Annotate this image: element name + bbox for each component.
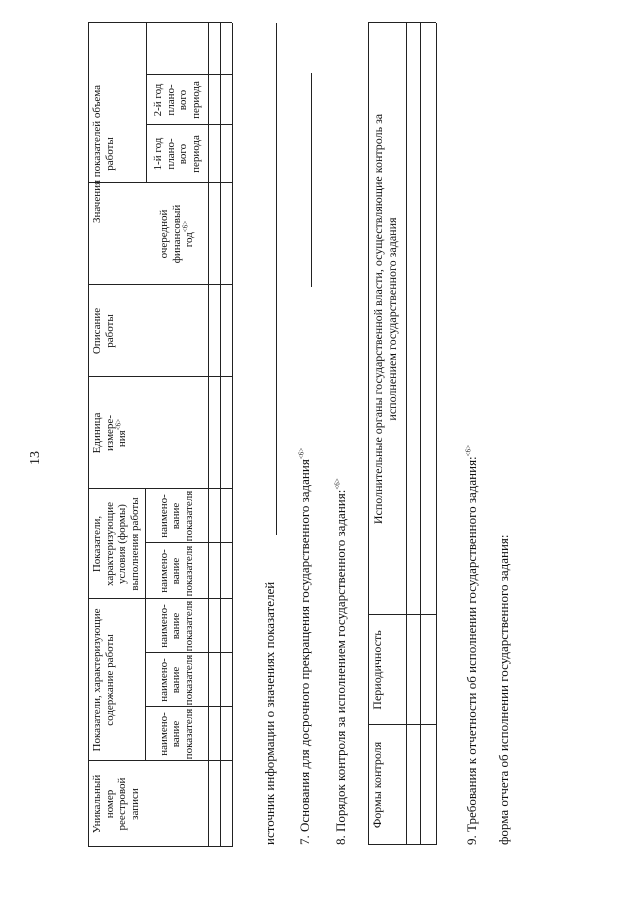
- source-info-label: источник информации о значениях показателей: [262, 581, 277, 845]
- header-volume-values: Значения показателей объема работы: [91, 84, 116, 224]
- header-unit: Единица измере- ния$^{<6>}$: [91, 412, 128, 454]
- header-condition-name-1: наимено- вание показателя: [157, 545, 195, 597]
- section-8-heading: 8. Порядок контроля за исполнением государственного задания:$^{<6>}$: [333, 478, 348, 845]
- report-form-label: форма отчета об исполнении государственного задания:: [496, 534, 511, 845]
- header-content-indicators: Показатели, характеризующие содержание работы: [91, 608, 116, 752]
- header-description: Описание работы: [91, 307, 116, 355]
- header-condition-name-2: наимено- вание показателя: [157, 490, 195, 542]
- header-planning-year-2: 2-й год плано- вого периода: [152, 81, 202, 119]
- year0-footnote-mark: <6>: [181, 220, 190, 233]
- header-planning-year-1: 1-й год плано- вого периода: [152, 135, 202, 173]
- header-periodicity: Периодичность: [370, 630, 384, 710]
- page-number: 13: [28, 451, 43, 465]
- section-7-underline: [311, 73, 312, 287]
- header-content-name-2: наимено- вание показателя: [157, 654, 195, 706]
- section-9-heading: 9. Требования к отчетности об исполнении государственного задания:$^{<6>}$: [464, 444, 479, 845]
- header-current-fin-year: очередной финансовый год$^{<6>}$: [158, 204, 196, 264]
- header-content-name-1: наимено- вание показателя: [157, 708, 195, 760]
- header-content-name-3: наимено- вание показателя: [157, 600, 195, 652]
- header-control-authorities: Исполнительные органы государственной власти, осуществляющие контроль за исполнением государственного задания: [371, 113, 399, 525]
- header-condition-indicators: Показатели, характеризующие условия (формы) выполнения работы: [91, 497, 141, 591]
- header-control-forms: Формы контроля: [370, 741, 384, 829]
- section-7-heading: 7. Основания для досрочного прекращения государственного задания$^{<6>}$: [297, 447, 312, 845]
- source-info-underline: [276, 23, 277, 535]
- header-unique-number: Уникальный номер реестровой записи: [91, 774, 141, 834]
- unit-footnote-mark: <6>: [114, 418, 123, 431]
